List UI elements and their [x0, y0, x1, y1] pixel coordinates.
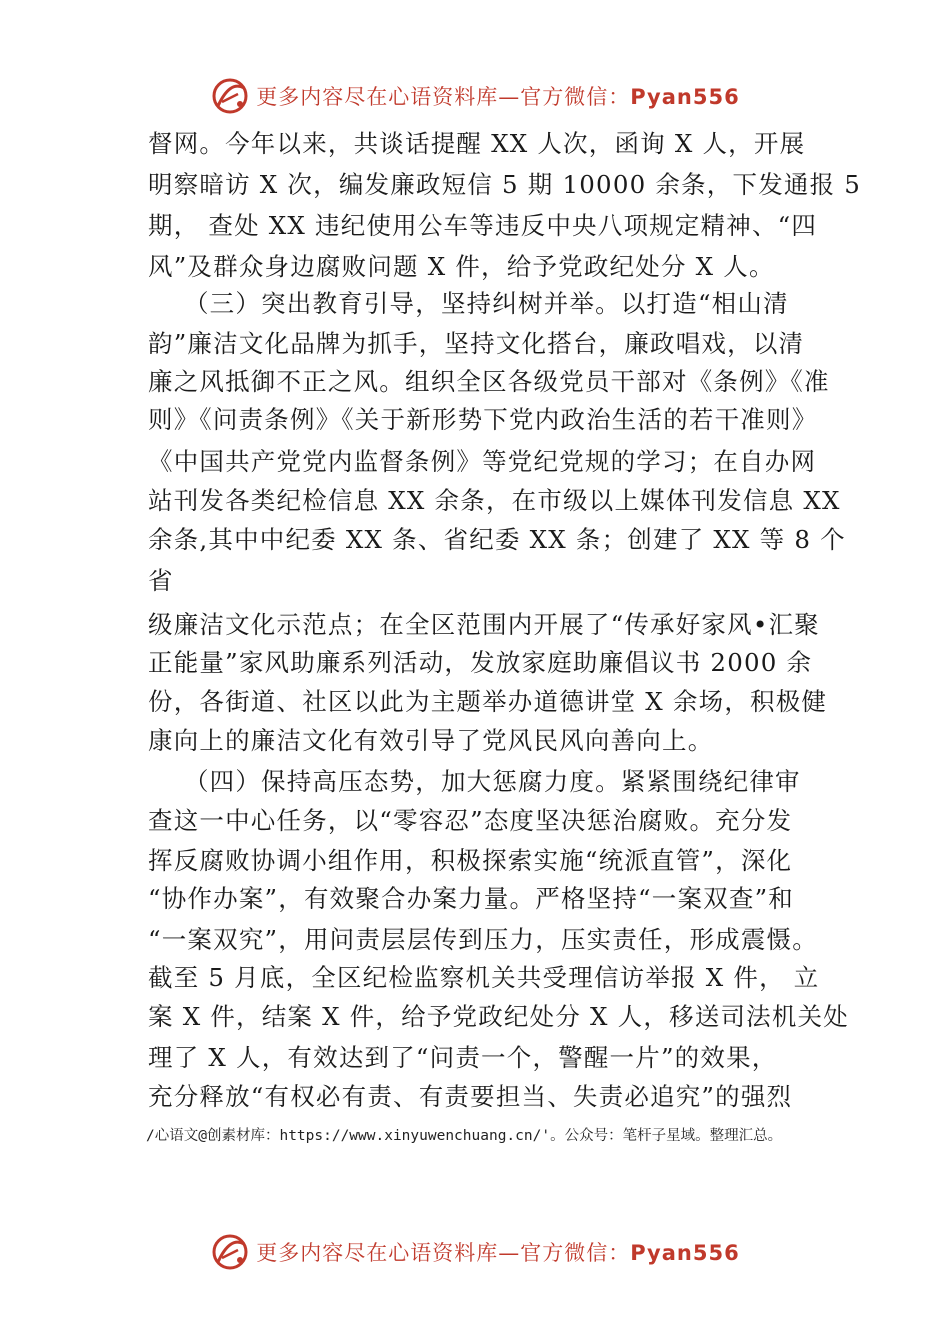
text-line: 正能量”家风助廉系列活动，发放家庭助廉倡议书 2000 余	[148, 648, 813, 677]
banner-text	[256, 81, 739, 111]
text-line: 查这一中心任务，以“零容忍”态度坚决惩治腐败。充分发	[148, 806, 793, 835]
text-line: 级廉洁文化示范点；在全区范围内开展了“传承好家风•汇聚	[148, 610, 820, 639]
text-line: 康向上的廉洁文化有效引导了党风民风向善向上。	[148, 726, 714, 755]
text-line: 理了 X 人，有效达到了“问责一个，警醒一片”的效果，	[148, 1043, 778, 1072]
text-line: 截至 5 月底，全区纪检监察机关共受理信访举报 X 件， 立	[148, 963, 820, 992]
text-line: 省	[148, 566, 174, 595]
banner-text	[256, 1237, 739, 1267]
text-line: 明察暗访 X 次，编发廉政短信 5 期 10000 余条，下发通报 5	[148, 170, 862, 199]
footer-banner	[0, 1224, 950, 1280]
source-note: /心语文@创素材库：https://www.xinyuwenchuang.cn/'。公众号：笔杆子星域。整理汇总。	[146, 1128, 783, 1144]
text-line: 期， 查处 XX 违纪使用公车等违反中央八项规定精神、“四	[148, 211, 818, 240]
xinyu-logo-icon	[210, 76, 250, 116]
text-line: 则》《问责条例》《关于新形势下党内政治生活的若干准则》	[148, 405, 818, 434]
banner-label: 更多内容尽在心语资料库—官方微信：	[256, 1241, 631, 1265]
header-banner	[0, 68, 950, 124]
text-line: 督网。今年以来，共谈话提醒 XX 人次，函询 X 人，开展	[148, 129, 806, 158]
text-line: 风”及群众身边腐败问题 X 件，给予党政纪处分 X 人。	[148, 252, 775, 281]
text-line: （四）保持高压态势，加大惩腐力度。紧紧围绕纪律审	[148, 767, 801, 796]
xinyu-logo-icon	[210, 1232, 250, 1272]
text-line: 挥反腐败协调小组作用，积极探索实施“统派直管”，深化	[148, 846, 793, 875]
text-line: “一案双究”，用问责层层传到压力，压实责任，形成震慑。	[148, 925, 818, 954]
text-line: 案 X 件，结案 X 件，给予党政纪处分 X 人，移送司法机关处	[148, 1002, 849, 1031]
text-line: “协作办案”，有效聚合办案力量。严格坚持“一案双查”和	[148, 884, 794, 913]
text-line: 韵”廉洁文化品牌为抓手，坚持文化搭台，廉政唱戏，以清	[148, 329, 805, 358]
text-line: 廉之风抵御不正之风。组织全区各级党员干部对《条例》《准	[148, 367, 830, 396]
text-line: 充分释放“有权必有责、有责要担当、失责必追究”的强烈	[148, 1082, 793, 1111]
wechat-id: Pyan556	[630, 85, 740, 109]
text-line: （三）突出教育引导，坚持纠树并举。以打造“相山清	[148, 289, 789, 318]
banner-label: 更多内容尽在心语资料库—官方微信：	[256, 85, 631, 109]
text-line: 余条,其中中纪委 XX 条、省纪委 XX 条；创建了 XX 等 8 个	[148, 525, 846, 554]
text-line: 份，各街道、社区以此为主题举办道德讲堂 X 余场，积极健	[148, 687, 828, 716]
wechat-id: Pyan556	[630, 1241, 740, 1265]
text-line: 《中国共产党党内监督条例》等党纪党规的学习；在自办网	[148, 447, 817, 476]
text-line: 站刊发各类纪检信息 XX 余条，在市级以上媒体刊发信息 XX	[148, 486, 841, 515]
